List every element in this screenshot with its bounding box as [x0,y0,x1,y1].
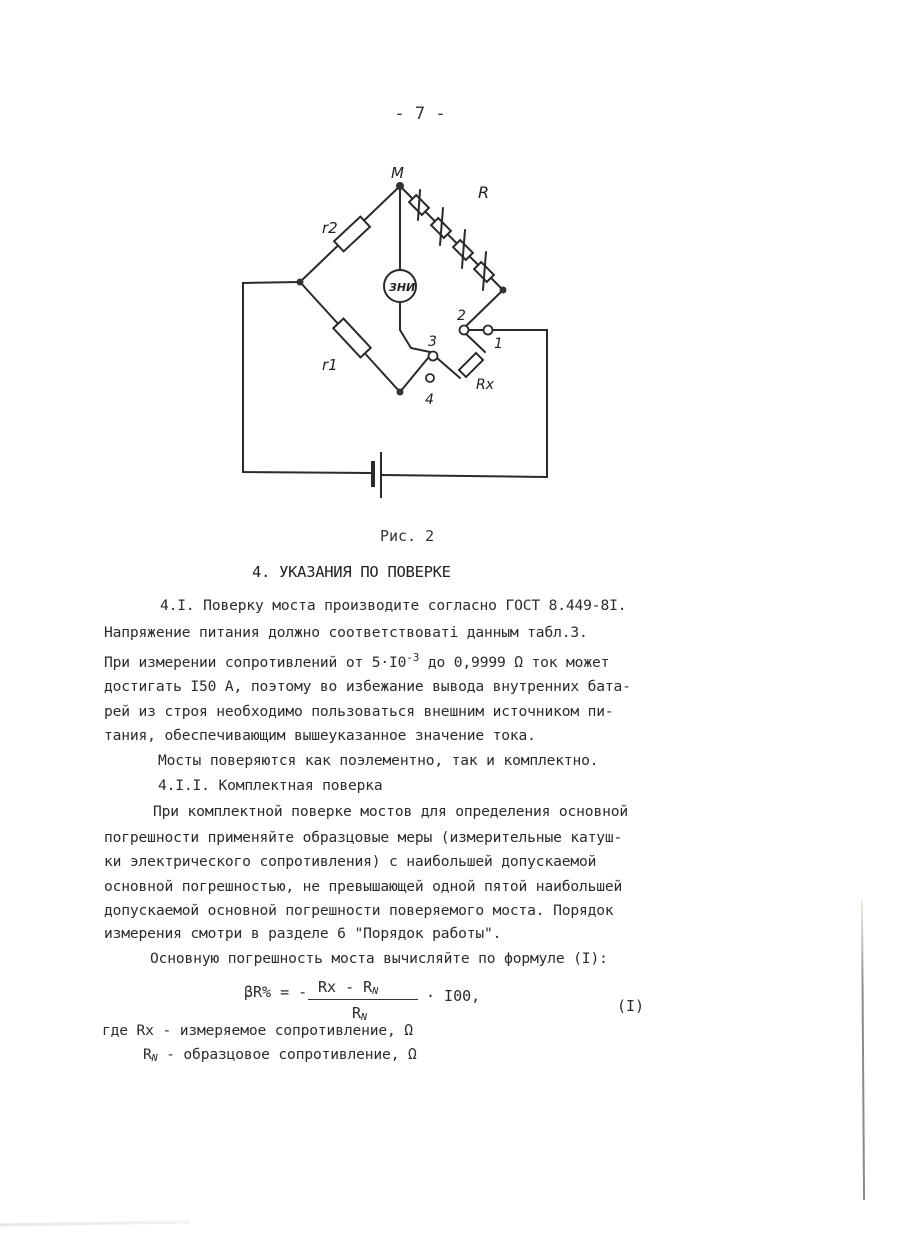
definition-line [143,1046,417,1064]
paragraph-line: допускаемой основной погрешности поверяемого моста. Порядок [104,902,614,919]
page-number: - 7 - [394,104,446,124]
section-title: 4. УКАЗАНИЯ ПО ПОВЕРКЕ [252,563,451,581]
definition-symbol: R [143,1046,152,1063]
paragraph-line: Мосты поверяются как поэлементно, так и комплектно. [158,752,599,769]
wire-right-supply [382,475,547,477]
fraction-bar [308,999,418,1000]
definition-prefix: где [102,1022,137,1039]
terminal-3 [429,352,438,361]
paragraph-line: Напряжение питания должно соответствоватi данным табл.3. [104,624,588,641]
paragraph-line: Основную погрешность моста вычисляйте по формуле (I): [150,950,608,967]
wire-galv-3 [400,302,430,352]
label-r: R [478,183,490,202]
terminal-4 [426,374,434,382]
label-galvanometer: ЗНИ [389,281,416,294]
resistor-r2 [334,217,370,252]
paragraph-line: основной погрешностью, не превышающей одной пятой наибольшей [104,878,623,895]
node-bottom [397,389,404,396]
definition-line [102,1022,413,1039]
wire-left-supply [243,282,372,473]
paragraph-line: достигать I50 А, поэтому во избежание вывода внутренних бата- [104,678,631,695]
paragraph-line: измерения смотри в разделе 6 "Порядок работы". [104,925,502,942]
paragraph-line: рей из строя необходимо пользоваться внешним источником пи- [104,703,614,720]
figure-caption: Рис. 2 [380,527,435,545]
terminal-2 [460,326,469,335]
formula-denominator [352,1004,367,1023]
paragraph-line: 4.I. Поверку моста производите согласно ГОСТ 8.449-8I. [160,597,627,614]
definition-text: - образцовое сопротивление, Ω [157,1046,417,1063]
scan-edge-shadow [0,1221,190,1227]
subsection-title: 4.I.I. Комплектная поверка [158,777,383,794]
label-r2: r2 [322,219,338,237]
exponent: -3 [406,651,420,664]
paragraph-line: тания, обеспечивающим вышеуказанное значение тока. [104,727,536,744]
battery-icon [373,452,381,498]
scan-edge-line [861,900,865,1200]
label-terminal-2: 2 [457,308,466,324]
denominator-subscript: N [361,1012,368,1023]
wire-2-rx [464,332,485,352]
resistor-rx [459,353,483,377]
node-right [500,287,507,294]
label-m: M [391,164,404,182]
text-segment: до 0,9999 Ω ток может [419,654,610,671]
wire-1-right [492,330,547,477]
resistor-r1 [333,319,371,358]
denominator-text: R [352,1004,362,1022]
paragraph-line: ки электрического сопротивления) с наибольшей допускаемой [104,853,597,870]
terminal-1 [484,326,493,335]
wire-bottom-3 [400,358,428,392]
wire-right-2 [464,290,503,328]
paragraph-line [104,651,609,671]
label-terminal-1: 1 [494,336,503,352]
definition-text: - измеряемое сопротивление, Ω [153,1022,413,1039]
formula-lhs: βR% = - [244,983,308,1001]
formula-number: (I) [617,997,645,1015]
numerator-subscript: N [372,986,379,997]
resistor-r-decades [409,190,494,290]
numerator-text: Rx - R [318,978,373,996]
formula-multiplier: · I00, [426,987,481,1005]
node-left [297,279,304,286]
label-terminal-4: 4 [425,392,434,408]
text-segment: При измерении сопротивлений от 5·I0 [104,654,407,671]
paragraph-line: При комплектной поверке мостов для определения основной [153,803,628,820]
formula-numerator [318,978,378,997]
paragraph-line: погрешности применяйте образцовые меры (измерительные катуш- [104,829,623,846]
definition-symbol: Rx [136,1022,154,1039]
label-r1: r1 [322,356,338,374]
label-rx: Rx [476,377,495,393]
node-m [396,182,404,190]
definition-subscript: N [151,1053,158,1064]
wire-rx-3 [437,358,460,378]
bridge-circuit-diagram [0,0,900,520]
label-terminal-3: 3 [428,334,437,350]
